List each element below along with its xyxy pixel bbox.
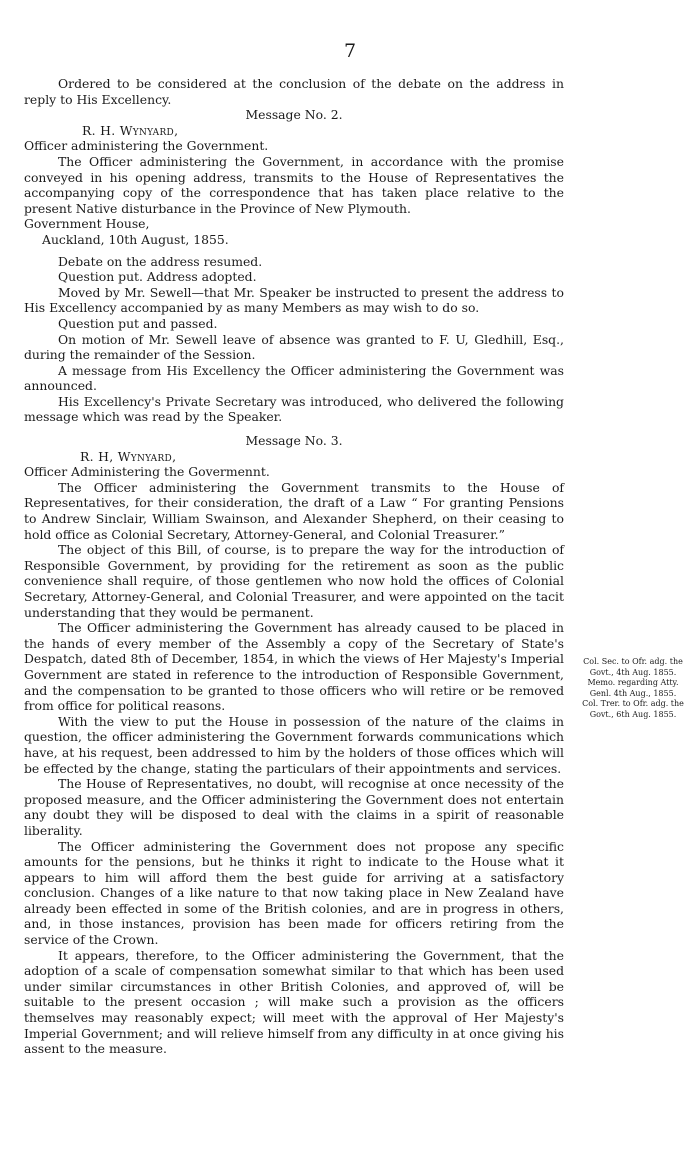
message-2-role: Officer administering the Government. <box>24 138 269 154</box>
message-3-signatory: R. H, Wynyard, <box>80 448 177 464</box>
message-2-title: Message No. 2. <box>245 107 343 123</box>
message-2-place: Government House, <box>24 216 150 232</box>
paragraph-secretary: His Excellency's Private Secretary was introduced, who delivered the following message which was read by the Speaker. <box>24 393 564 425</box>
margin-note-line: Memo. regarding Atty. <box>587 678 679 688</box>
message-3-paragraph: The object of this Bill, of course, is to prepare the way for the introduction of Responsible Government, by providing for the retirement as soon as the public convenience shall require, of those gentlemen who now hold the offices of Colonial Secretary, Attorney-General, and Colonial Treasurer, and were appointed on the tacit understanding that they would be permanent. <box>24 542 564 620</box>
message-3-title: Message No. 3. <box>245 433 343 449</box>
paragraph-question: Question put. Address adopted. <box>58 269 257 285</box>
paragraph-moved: Moved by Mr. Sewell—that Mr. Speaker be instructed to present the address to His Excellency accompanied by as many Members as may wish to do so. <box>24 284 564 316</box>
message-2-signatory: R. H. Wynyard, <box>82 122 179 138</box>
margin-note-line: Col. Trer. to Ofr. adg. the <box>582 699 684 709</box>
paragraph-leave: On motion of Mr. Sewell leave of absence was granted to F. U, Gledhill, Esq., during the remainder of the Session. <box>24 331 564 363</box>
page-number: 7 <box>343 40 357 62</box>
margin-note <box>566 657 700 721</box>
margin-note-line: Govt., 4th Aug. 1855. <box>589 667 677 677</box>
message-3-role: Officer Administering the Govermennt. <box>24 464 270 480</box>
paragraph-ordered: Ordered to be considered at the conclusion of the debate on the address in reply to His Excellency. <box>24 76 564 107</box>
document-body <box>24 76 564 1057</box>
margin-note-line: Genl. 4th Aug., 1855. <box>589 688 677 698</box>
message-3-paragraph: The Officer administering the Government has already caused to be placed in the hands of every member of the Assembly a copy of the Secretary of State's Despatch, dated 8th of December, 1854, in which the views of Her Majesty's Imperial Government are stated in reference to the introduction of Responsible Government, and the compensation to be granted to those officers who will retire or be removed from office for political reasons. <box>24 620 564 714</box>
message-3-paragraph: It appears, therefore, to the Officer administering the Government, that the adoption of a scale of compensation somewhat similar to that which has been used under similar circumstances in other British Colonies, and approved of, will be suitable to the present occasion ; will make such a provision as the officers themselves may reasonably expect; will meet with the approval of Her Majesty's Imperial Government; and will relieve himself from any difficulty in at once giving his assent to the measure. <box>24 947 564 1057</box>
margin-note-line: Govt., 6th Aug. 1855. <box>589 709 677 719</box>
message-3-paragraph: The House of Representatives, no doubt, will recognise at once necessity of the proposed measure, and the Officer administering the Government does not entertain any doubt they will be disposed to deal with the claims in a spirit of reasonable liberality. <box>24 776 564 838</box>
message-2-body: The Officer administering the Government, in accordance with the promise conveyed in his opening address, transmits to the House of Representatives the accompanying copy of the correspondence that has taken place relative to the present Native disturbance in the Province of New Plymouth. <box>24 153 564 216</box>
message-3-paragraph: The Officer administering the Government transmits to the House of Representatives, for their consideration, the draft of a Law “ For granting Pensions to Andrew Sinclair, William Swainson, and Alexander Shepherd, on their ceasing to hold office as Colonial Secretary, Attorney-General, and Colonial Treasurer.” <box>24 479 564 542</box>
paragraph-debate: Debate on the address resumed. <box>58 253 263 269</box>
message-3-paragraph: The Officer administering the Government does not propose any specific amounts for the pensions, but he thinks it right to indicate to the House what it appears to him will afford them the best guide for arriving at a satisfactory conclusion. Changes of a like nature to that now taking place in New Zealand have already been effected in some of the British colonies, and are in progress in others, and, in those instances, provision has been made for officers retiring from the service of the Crown. <box>24 838 564 948</box>
paragraph-passed: Question put and passed. <box>58 315 218 331</box>
message-2-date: Auckland, 10th August, 1855. <box>42 231 229 247</box>
margin-note-line: Col. Sec. to Ofr. adg. the <box>583 657 683 666</box>
message-3-paragraph: With the view to put the House in possession of the nature of the claims in question, the officer administering the Government forwards communications which have, at his request, been addressed to him by the holders of those offices which will be effected by the change, stating the particulars of their appointments and services. <box>24 713 564 776</box>
paragraph-announced: A message from His Excellency the Officer administering the Government was announced. <box>24 362 564 394</box>
